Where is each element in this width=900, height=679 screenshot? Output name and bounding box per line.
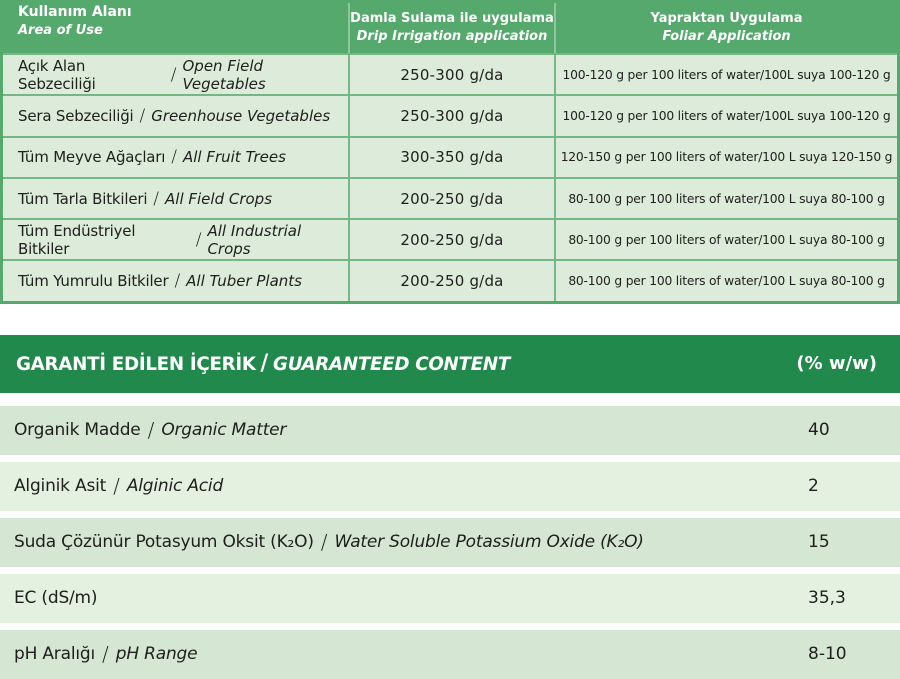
table-row-area [3,53,348,94]
area-label-en: All Fruit Trees [182,148,286,167]
guaranteed-content-title-en: GUARANTEED CONTENT [273,352,511,375]
table-row-area [3,94,348,135]
area-label-en: All Industrial Crops [207,221,302,258]
area-label-tr: Sera Sebzeciliği [18,106,134,125]
table-cell-drip [348,136,554,177]
table-cell-foliar [554,259,897,300]
separator: / [320,530,328,555]
separator: / [113,474,120,499]
guaranteed-content-title-tr: GARANTİ EDİLEN İÇERİK [16,352,256,375]
table-cell-drip [348,218,554,259]
drip-value: 200-250 g/da [400,230,504,249]
table-cell-drip [348,53,554,94]
table-row-area [3,259,348,300]
area-label-tr: Tüm Yumrulu Bitkiler [18,272,169,291]
guaranteed-content-rows [0,406,900,679]
table-cell-foliar [554,94,897,135]
content-label-tr: EC (dS/m) [14,588,98,609]
usage-header-area-tr: Kullanım Alanı [18,4,132,20]
usage-header-area-en: Area of Use [18,22,103,38]
area-label-tr: Tüm Meyve Ağaçları [18,148,166,167]
content-value: 8-10 [808,644,847,665]
separator: / [101,642,109,667]
table-cell-drip [348,94,554,135]
foliar-value: 120-150 g per 100 liters of water/100 L suya 120-150 g [560,150,893,165]
content-label-en: Alginic Acid [126,476,224,497]
foliar-value: 100-120 g per 100 liters of water/100L suya 100-120 g [562,108,891,123]
content-value: 15 [808,532,830,553]
area-label-tr: Tüm Tarla Bitkileri [18,189,148,208]
content-label-tr: Suda Çözünür Potasyum Oksit (K₂O) [14,532,314,553]
table-cell-drip [348,177,554,218]
separator: / [153,188,160,209]
foliar-value: 100-120 g per 100 liters of water/100L suya 100-120 g [562,67,891,82]
content-value: 40 [808,420,830,441]
table-row-area [3,177,348,218]
area-label-tr: Tüm Endüstriyel Bitkiler [18,221,136,258]
area-label-en: Open Field Vegetables [182,56,266,93]
separator: / [174,271,181,292]
drip-value: 250-300 g/da [400,106,504,125]
separator: / [147,418,155,443]
drip-value: 300-350 g/da [400,148,504,167]
separator: / [139,105,146,126]
content-label-tr: Alginik Asit [14,476,107,497]
table-cell-foliar [554,136,897,177]
separator: / [195,229,202,250]
foliar-value: 80-100 g per 100 liters of water/100 L suya 80-100 g [568,191,885,206]
table-cell-foliar [554,53,897,94]
usage-header-foliar-tr: Yapraktan Uygulama [650,11,803,27]
separator: / [170,64,177,85]
separator: / [171,147,177,168]
area-label-tr: Açık Alan Sebzeciliği [18,56,96,93]
drip-value: 250-300 g/da [400,65,504,84]
guaranteed-content-header [0,335,900,393]
table-row-area [3,218,348,259]
foliar-value: 80-100 g per 100 liters of water/100 L suya 80-100 g [568,232,885,247]
usage-header-foliar [554,3,897,53]
area-label-en: Greenhouse Vegetables [151,106,331,125]
content-label-en: Organic Matter [161,420,287,441]
table-row-area [3,136,348,177]
content-row-potassium-oxide [0,518,900,567]
usage-header-foliar-en: Foliar Application [662,29,791,44]
foliar-value: 80-100 g per 100 liters of water/100 L suya 80-100 g [568,274,885,289]
area-label-en: All Tuber Plants [186,272,302,291]
drip-value: 200-250 g/da [400,272,504,291]
content-label-tr: Organik Madde [14,420,141,441]
content-value: 2 [808,476,819,497]
guaranteed-content-title [16,351,510,376]
content-row-alginic-acid [0,462,900,511]
drip-value: 200-250 g/da [400,189,504,208]
content-value: 35,3 [808,588,846,609]
content-label-en: Water Soluble Potassium Oxide (K₂O) [334,532,644,553]
content-row-ph-range [0,630,900,679]
content-row-organic-matter [0,406,900,455]
usage-header-drip-tr: Damla Sulama ile uygulama [350,11,554,27]
usage-header-area [3,3,348,53]
content-label-en: pH Range [115,644,198,665]
usage-table [0,0,900,304]
usage-header-drip-en: Drip Irrigation application [356,29,548,44]
table-cell-foliar [554,177,897,218]
separator: / [260,351,269,377]
table-cell-drip [348,259,554,300]
usage-header-drip [348,3,554,53]
table-cell-foliar [554,218,897,259]
content-label-tr: pH Aralığı [14,644,95,665]
content-row-ec [0,574,900,623]
area-label-en: All Field Crops [165,189,273,208]
unit-label: (% w/w) [796,353,877,375]
